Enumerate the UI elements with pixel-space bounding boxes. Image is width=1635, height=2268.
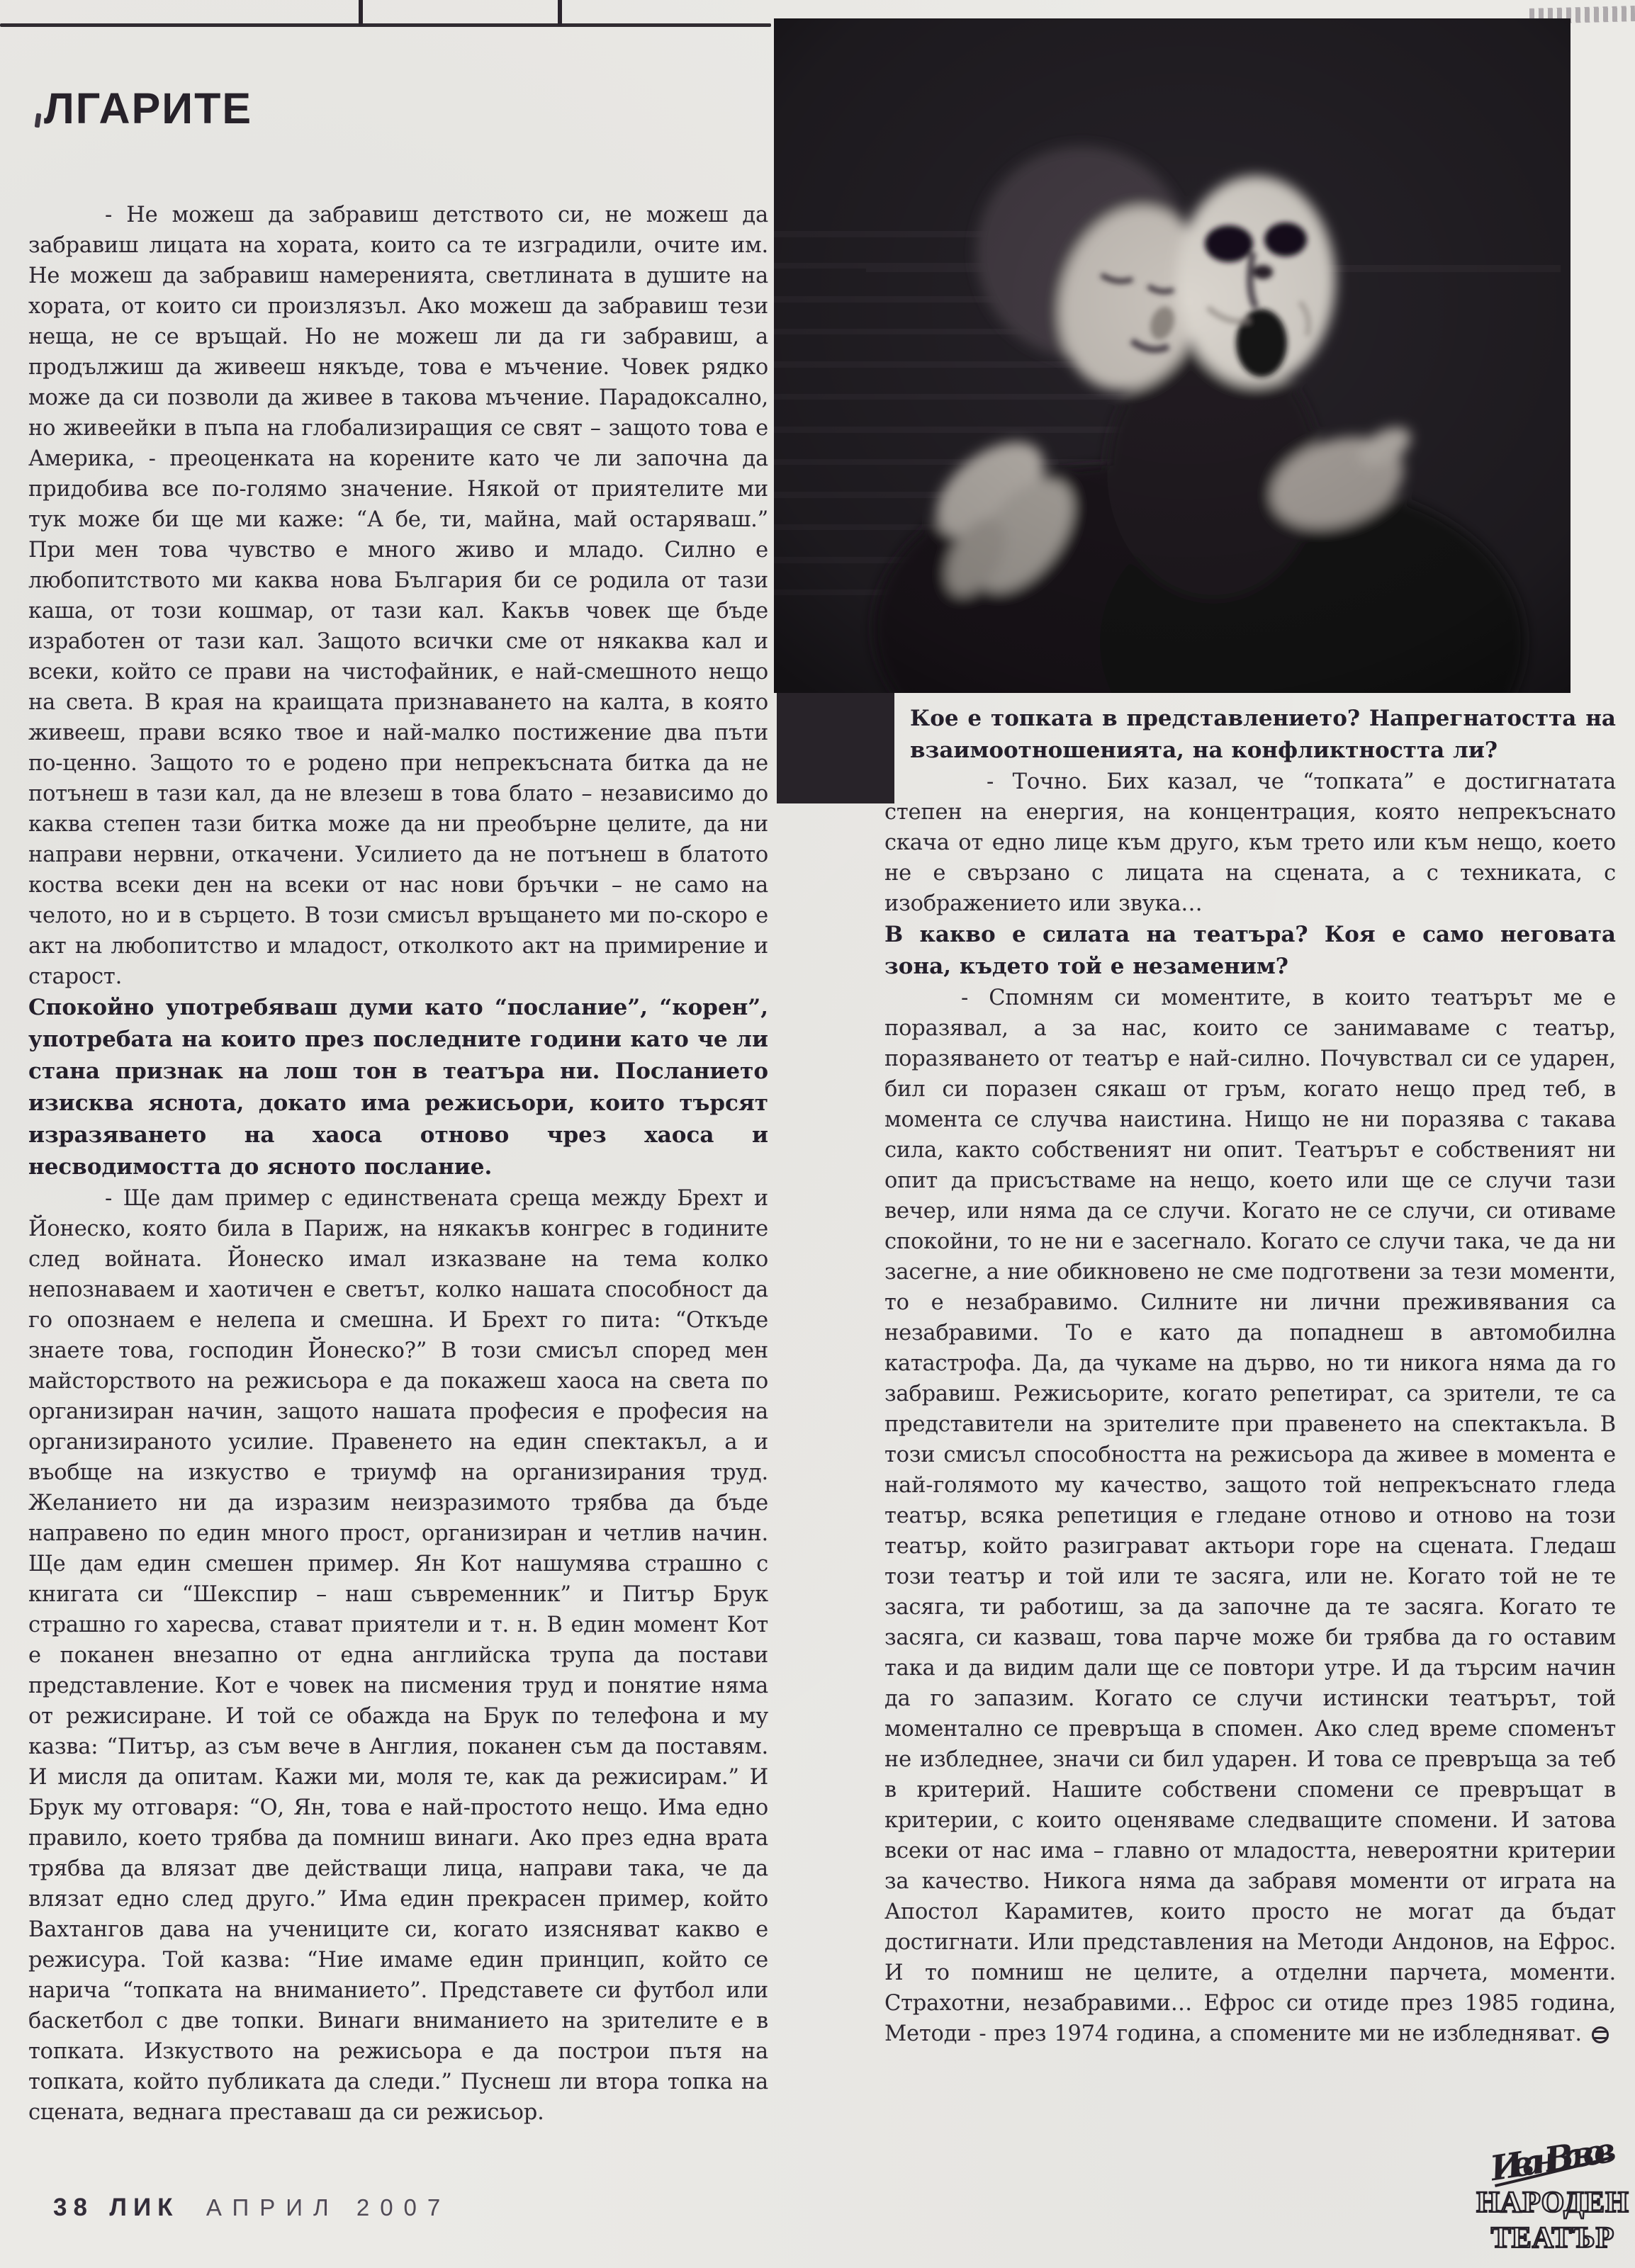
logo-line-1: НАРОДЕН <box>1476 2187 1629 2219</box>
article-right-column <box>884 703 1616 2049</box>
logo-signature: ИванВазов <box>1488 2130 1619 2189</box>
scan-tick-mark <box>359 0 363 26</box>
end-of-article-icon <box>1592 2026 1609 2043</box>
answer-text: - Спомням си моментите, в които театърът ме е поразявал, а за нас, които се занимаваме с театър, поразяването от театър е най-силно. Почувствал си се ударен, бил си поразен сякаш от гръм, когато нещо пред теб, в момента се случва наистина. Нищо не ни поразява с такава сила, както собственият ни опит. Театърът е собственият ни опит да присъстваме на нещо, което или ще се случи тази вечер, или няма да се случи. Когато не се случи, си отиваме спокойни, то не ни е засегнало. Когато се случи така, че да ни засегне, а ние обикновено не сме подготвени за тези моменти, то е незабравимо. Силните ни лични преживявания са незабравими. То е като да попаднеш в автомобилна катастрофа. Да, да чукаме на дърво, но ти никога няма да го забравиш. Режисьорите, когато репетират, са зрители, те са представители на зрителите при правенето на спектакъла. В този смисъл способността на режисьора да живее в момента е най-голямото му качество, защото той непрекъснато гледа театър, всяка репетиция е гледане отново и отново на този театър, който разиграват актьори горе на сцената. Гледаш този театър и той или те засяга, или не. Когато той не те засяга, ти работиш, за да започне да те засяга. Когато те засяга, си казваш, това парче може би трябва да го оставим така и да видим дали ще се повтори утре. И да търсим начин да го запазим. Когато се случи истински театърът, той моментално се превръща в спомен. Ако след време споменът не избледнее, значи си бил ударен. И това се превръща за теб в критерий. Нашите собствени спомени се превръщат в критерии, с които оценяваме следващите спомени. И затова всеки от нас има – главно от младостта, невероятни критерии за качество. Никога няма да забравя моменти от играта на Апостол Карамитев, които просто не могат да бъдат достигнати. Или представления на Методи Андонов, на Ефрос. И то помниш не целите, а отделни парчета, моменти. Страхотни, незабравими… Ефрос си отиде през 1985 година, Методи - през 1974 година, а спомените ми не избледняват. <box>884 986 1616 2046</box>
interviewer-question: Спокойно употребяваш думи като “послание”, “корен”, употребата на които през последните години като че ли стана признак на лош тон в театъра ни. Посланието изисква яснота, докато има режисьори, които търсят изразяването на хаоса отново чрез хаоса и несводимостта до ясното послание. <box>28 995 768 1180</box>
magazine-name: ЛИК <box>109 2194 179 2221</box>
answer-paragraph <box>884 983 1616 2049</box>
photo-bottom-left-tab <box>777 693 894 803</box>
headline-cut-mark <box>35 113 42 128</box>
page-headline: ЛГАРИТЕ <box>44 84 253 132</box>
theatre-logo-graphic <box>1476 2127 1630 2266</box>
national-theatre-logo <box>1476 2127 1630 2266</box>
answer-paragraph: - Не можеш да забравиш детството си, не можеш да забравиш лицата на хората, които са те изградили, очите им. Не можеш да забравиш намеренията, светлината в душите на хората, от които си произлязъл. Ако можеш да забравиш тези неща, не се връщай. Но не можеш ли да ги забравиш, а продължиш да живееш някъде, това е мъчение. Човек рядко може да си позволи да живее в такова мъчение. Парадоксално, но живеейки в пъпа на глобализиращия се свят – защото това е Америка, - преоценката на корените като че ли започна да придобива все по-голямо значение. Някой от приятелите ми тук може би ще ми каже: “А бе, ти, майна, май остаряваш.” При мен това чувство е много живо и младо. Силно е любопитството ми каква нова България би се родила от тази каша, от този кошмар, от тази кал. Какъв човек ще бъде изработен от тази кал. Защото всички сме от някаква кал и всеки, който се прави на чистофайник, е най-смешното нещо на света. В края на краищата признаването на калта, в която живееш, прави всяко твое и най-малко постижение два пъти по-ценно. Защото то е родено при непрекъсната битка да не потънеш в тази кал, да не влезеш в това блато – независимо до каква степен тази битка може да ни преобърне целите, да ни направи нервни, откачени. Усилието да не потънеш в блатото коства всеки ден на всеки от нас нови бръчки – не само на челото, но и в сърцето. В този смисъл връщането ми по-скоро е акт на любопитство и младост, отколкото акт на примирение и старост. <box>28 203 768 989</box>
page-footer <box>53 2194 451 2222</box>
logo-line-2: ТЕАТЪР <box>1490 2222 1615 2255</box>
question-text: Кое е топката в представлението? Напрегнатостта на взаимоотношенията, на конфликтността ли? <box>910 706 1616 763</box>
stage-photo <box>774 18 1571 693</box>
top-rule <box>0 23 771 27</box>
scan-tick-mark <box>558 0 562 26</box>
photo-tab-spacer <box>884 703 910 768</box>
interviewer-question: В какво е силата на театъра? Коя е само неговата зона, където той е незаменим? <box>884 922 1616 979</box>
page-number: 38 <box>53 2194 94 2221</box>
issue-date: АПРИЛ 2007 <box>206 2194 451 2221</box>
interviewer-question <box>884 703 1616 767</box>
answer-paragraph: - Ще дам пример с единствената среща между Брехт и Йонеско, която била в Париж, на някакъв конгрес в годините след войната. Йонеско имал изказване на тема колко непознаваем и хаотичен е светът, колко нашата способност да го опознаем е нелепа и смешна. И Брехт го пита: “Откъде знаете това, господин Йонеско?” В този смисъл според мен майсторството на режисьора е да покажеш хаоса на света по организиран начин, защото нашата професия е професия на организираното усилие. Правенето на един спектакъл, а и въобще на изкуство е триумф на организирания труд. Желанието ни да изразим неизразимото трябва да бъде направено по един много прост, организиран и четлив начин. Ще дам един смешен пример. Ян Кот нашумява страшно с книгата си “Шекспир – наш съвременник” и Питър Брук страшно го харесва, стават приятели и т. н. В един момент Кот е поканен внезапно от една английска трупа да постави представление. Кот е човек на писмения труд и понятие няма от режисиране. И той се обажда на Брук по телефона и му казва: “Питър, аз съм вече в Англия, поканен съм да поставям. И мисля да опитам. Кажи ми, моля те, как да режисирам.” И Брук му отговаря: “О, Ян, това е най-простото нещо. Има едно правило, което трябва да помниш винаги. Ако през една врата трябва да влязат две действащи лица, направи така, че да влязат едно след друго.” Има един прекрасен пример, който Вахтангов дава на учениците си, когато изясняват какво е режисура. Той казва: “Ние имаме един принцип, който се нарича “топката на вниманието”. Представете си футбол или баскетбол с две топки. Винаги вниманието на зрителите е в топката. Изкуството на режисьора е да построи пътя на топката, който публиката да следи.” Пуснеш ли втора топка на сцената, веднага преставаш да си режисьор. <box>28 1186 768 2125</box>
stage-photo-illustration <box>774 18 1571 693</box>
answer-paragraph: - Точно. Бих казал, че “топката” е достигнатата степен на енергия, на концентрация, която непрекъснато скача от едно лице към друго, към трето или към нещо, което не е свързано с лицата на сцената, а с техниката, с изображението или звука… <box>884 769 1616 916</box>
article-left-column <box>28 200 768 2128</box>
